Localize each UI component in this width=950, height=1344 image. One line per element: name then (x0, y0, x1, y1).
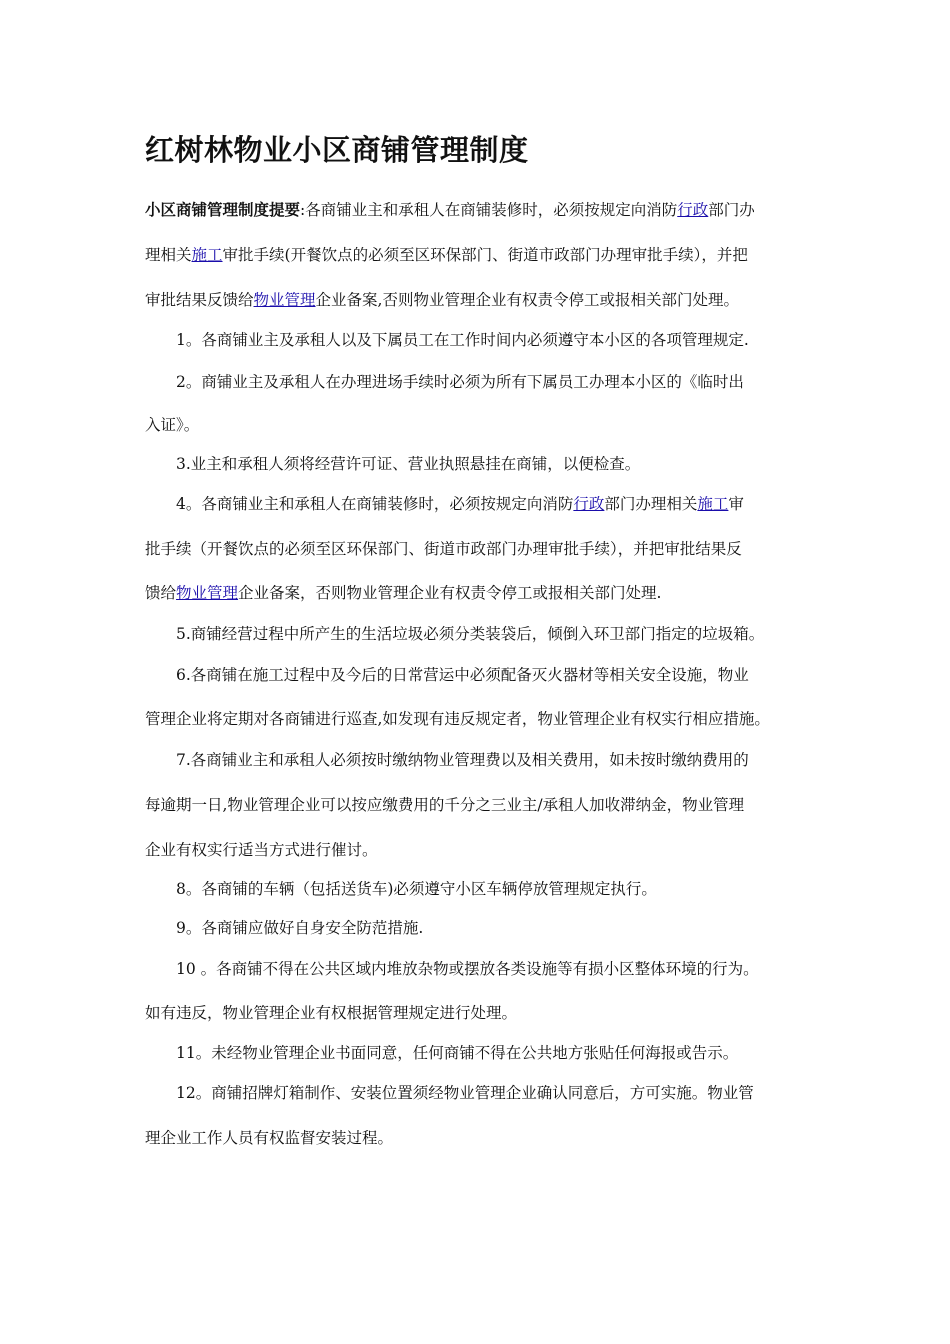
link-shigong[interactable]: 施工 (697, 495, 729, 513)
intro-line-1 (145, 200, 755, 220)
item-text: 4。各商铺业主和承租人在商铺装修时，必须按规定向消防 (176, 495, 574, 513)
rule-item-9: 9。各商铺应做好自身安全防范措施. (176, 919, 424, 937)
link-xingzheng[interactable]: 行政 (677, 201, 709, 219)
rule-item-8: 8。各商铺的车辆（包括送货车)必须遵守小区车辆停放管理规定执行。 (176, 880, 657, 898)
rule-item-4-cont (145, 583, 661, 603)
item-text: 审 (728, 495, 744, 513)
rule-item-12: 12。商铺招牌灯箱制作、安装位置须经物业管理企业确认同意后，方可实施。物业管 (176, 1084, 754, 1102)
page-title: 红树林物业小区商铺管理制度 (145, 133, 529, 167)
link-shigong[interactable]: 施工 (191, 246, 223, 264)
rule-item-12-cont: 理企业工作人员有权监督安装过程。 (145, 1129, 394, 1147)
link-wuye-guanli[interactable]: 物业管理 (253, 291, 316, 309)
rule-item-7: 7.各商铺业主和承租人必须按时缴纳物业管理费以及相关费用，如未按时缴纳费用的 (176, 751, 749, 769)
intro-text: :各商铺业主和承租人在商铺装修时，必须按规定向消防 (300, 201, 678, 219)
intro-label: 小区商铺管理制度提要 (145, 200, 301, 219)
link-wuye-guanli[interactable]: 物业管理 (176, 584, 239, 602)
intro-text: 部门办 (708, 201, 755, 219)
rule-item-7-cont: 企业有权实行适当方式进行催讨。 (145, 841, 378, 859)
rule-item-5: 5.商铺经营过程中所产生的生活垃圾必须分类装袋后，倾倒入环卫部门指定的垃圾箱。 (176, 625, 765, 643)
rule-item-7-cont: 每逾期一日,物业管理企业可以按应缴费用的千分之三业主/承租人加收滞纳金，物业管理 (145, 796, 745, 814)
intro-line-2 (145, 245, 748, 265)
rule-item-6: 6.各商铺在施工过程中及今后的日常营运中必须配备灭火器材等相关安全设施，物业 (176, 666, 749, 684)
intro-text: 理相关 (145, 246, 192, 264)
intro-text: 审批结果反馈给 (145, 291, 254, 309)
rule-item-3: 3.业主和承租人须将经营许可证、营业执照悬挂在商铺，以便检查。 (176, 455, 641, 473)
rule-item-10-cont: 如有违反，物业管理企业有权根据管理规定进行处理。 (145, 1004, 518, 1022)
rule-item-11: 11。未经物业管理企业书面同意，任何商铺不得在公共地方张贴任何海报或告示。 (176, 1044, 739, 1062)
intro-line-3 (145, 290, 739, 310)
rule-item-4 (176, 494, 744, 514)
rule-item-2: 2。商铺业主及承租人在办理进场手续时必须为所有下属员工办理本小区的《临时出 (176, 373, 744, 391)
item-text: 部门办理相关 (604, 495, 698, 513)
rule-item-4-cont: 批手续（开餐饮点的必须至区环保部门、街道市政部门办理审批手续），并把审批结果反 (145, 540, 742, 558)
rule-item-6-cont: 管理企业将定期对各商铺进行巡查,如发现有违反规定者，物业管理企业有权实行相应措施。 (145, 710, 770, 728)
rule-item-10: 10 。各商铺不得在公共区域内堆放杂物或摆放各类设施等有损小区整体环境的行为。 (176, 960, 759, 978)
rule-item-2-cont: 入证》。 (145, 416, 200, 434)
intro-text: 审批手续(开餐饮点的必须至区环保部门、街道市政部门办理审批手续），并把 (222, 246, 748, 264)
rule-item-1: 1。各商铺业主及承租人以及下属员工在工作时间内必须遵守本小区的各项管理规定. (176, 331, 749, 349)
item-text: 企业备案，否则物业管理企业有权责令停工或报相关部门处理. (238, 584, 662, 602)
link-xingzheng[interactable]: 行政 (573, 495, 605, 513)
intro-text: 企业备案,否则物业管理企业有权责令停工或报相关部门处理。 (315, 291, 739, 309)
item-text: 馈给 (145, 584, 177, 602)
